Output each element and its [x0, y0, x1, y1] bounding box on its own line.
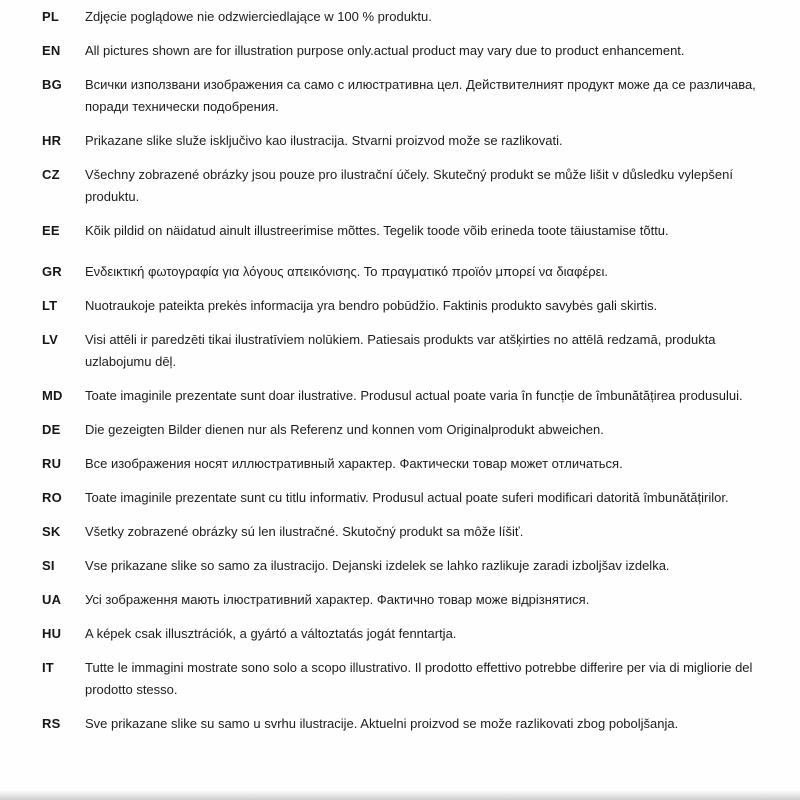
disclaimer-text: Ενδεικτική φωτογραφία για λόγους απεικόνισης. Το πραγματικό προϊόν μπορεί να διαφέρει. [85, 264, 608, 279]
language-code: LT [42, 298, 58, 313]
language-code: HR [42, 133, 62, 148]
disclaimer-text: Toate imaginile prezentate sunt doar ilustrative. Produsul actual poate varia în funcție de îmbunătățirea produsului. [85, 388, 743, 403]
disclaimer-text: Prikazane slike služe isključivo kao ilustracija. Stvarni proizvod može se razlikovati. [85, 133, 563, 148]
language-code: RO [42, 490, 62, 505]
language-code: UA [42, 592, 62, 607]
disclaimer-text: Všechny zobrazené obrázky jsou pouze pro ilustrační účely. Skutečný produkt se může lišit v důsledku vylepšení produktu. [85, 167, 733, 204]
disclaimer-row [42, 589, 770, 611]
disclaimer-text: Tutte le immagini mostrate sono solo a scopo illustrativo. Il prodotto effettivo potrebbe differire per via di migliorie del prodotto stesso. [85, 660, 753, 697]
disclaimer-row [42, 555, 770, 577]
disclaimer-row [42, 521, 770, 543]
disclaimer-text: Sve prikazane slike su samo u svrhu ilustracije. Aktuelni proizvod se može razlikovati zbog poboljšanja. [85, 716, 679, 731]
language-code: RU [42, 456, 62, 471]
disclaimer-row [42, 74, 770, 118]
disclaimer-row [42, 40, 770, 62]
disclaimer-text: Visi attēli ir paredzēti tikai ilustratīviem nolūkiem. Patiesais produkts var atšķirties no attēlā redzamā, produkta uzlabojumu dēļ. [85, 332, 716, 369]
disclaimer-text: A képek csak illusztrációk, a gyártó a változtatás jogát fenntartja. [85, 626, 457, 641]
disclaimer-text: Všetky zobrazené obrázky sú len ilustračné. Skutočný produkt sa môže líšiť. [85, 524, 524, 539]
disclaimer-text: Toate imaginile prezentate sunt cu titlu informativ. Produsul actual poate suferi modificari datorită îmbunătățirilor. [85, 490, 729, 505]
disclaimer-row [42, 623, 770, 645]
language-code: CZ [42, 167, 60, 182]
language-code: PL [42, 9, 60, 24]
language-code: SK [42, 524, 61, 539]
disclaimer-list [42, 6, 770, 735]
language-code: RS [42, 716, 61, 731]
language-code: BG [42, 77, 62, 92]
page-bottom-edge [0, 790, 800, 800]
language-code: IT [42, 660, 54, 675]
disclaimer-text: Die gezeigten Bilder dienen nur als Referenz und konnen vom Originalprodukt abweichen. [85, 422, 604, 437]
language-code: GR [42, 264, 62, 279]
language-code: LV [42, 332, 59, 347]
disclaimer-row [42, 329, 770, 373]
disclaimer-row [42, 657, 770, 701]
language-code: MD [42, 388, 63, 403]
language-code: EE [42, 223, 60, 238]
language-code: EN [42, 43, 61, 58]
disclaimer-row [42, 164, 770, 208]
disclaimer-row [42, 385, 770, 407]
disclaimer-row [42, 419, 770, 441]
language-code: SI [42, 558, 55, 573]
language-code: DE [42, 422, 61, 437]
disclaimer-text: Kõik pildid on näidatud ainult illustreerimise mõttes. Tegelik toode võib erineda toote täiustamise tõttu. [85, 223, 669, 238]
disclaimer-row [42, 220, 770, 242]
disclaimer-text: Zdjęcie poglądowe nie odzwierciedlające w 100 % produktu. [85, 9, 432, 24]
disclaimer-row [42, 713, 770, 735]
disclaimer-text: Усі зображення мають ілюстративний характер. Фактично товар може відрізнятися. [85, 592, 590, 607]
disclaimer-row [42, 453, 770, 475]
disclaimer-text: Vse prikazane slike so samo za ilustracijo. Dejanski izdelek se lahko razlikuje zaradi izboljšav izdelka. [85, 558, 670, 573]
disclaimer-text: All pictures shown are for illustration purpose only.actual product may vary due to product enhancement. [85, 43, 685, 58]
disclaimer-text: Nuotraukoje pateikta prekės informacija yra bendro pobūdžio. Faktinis produkto savybės gali skirtis. [85, 298, 658, 313]
disclaimer-text: Всички използвани изображения са само с илюстративна цел. Действителният продукт може да се различава, поради технически подобрения. [85, 77, 756, 114]
language-code: HU [42, 626, 62, 641]
disclaimer-row [42, 261, 770, 283]
disclaimer-text: Все изображения носят иллюстративный характер. Фактически товар может отличаться. [85, 456, 623, 471]
disclaimer-row [42, 487, 770, 509]
disclaimer-row [42, 130, 770, 152]
disclaimer-row [42, 6, 770, 28]
disclaimer-row [42, 295, 770, 317]
